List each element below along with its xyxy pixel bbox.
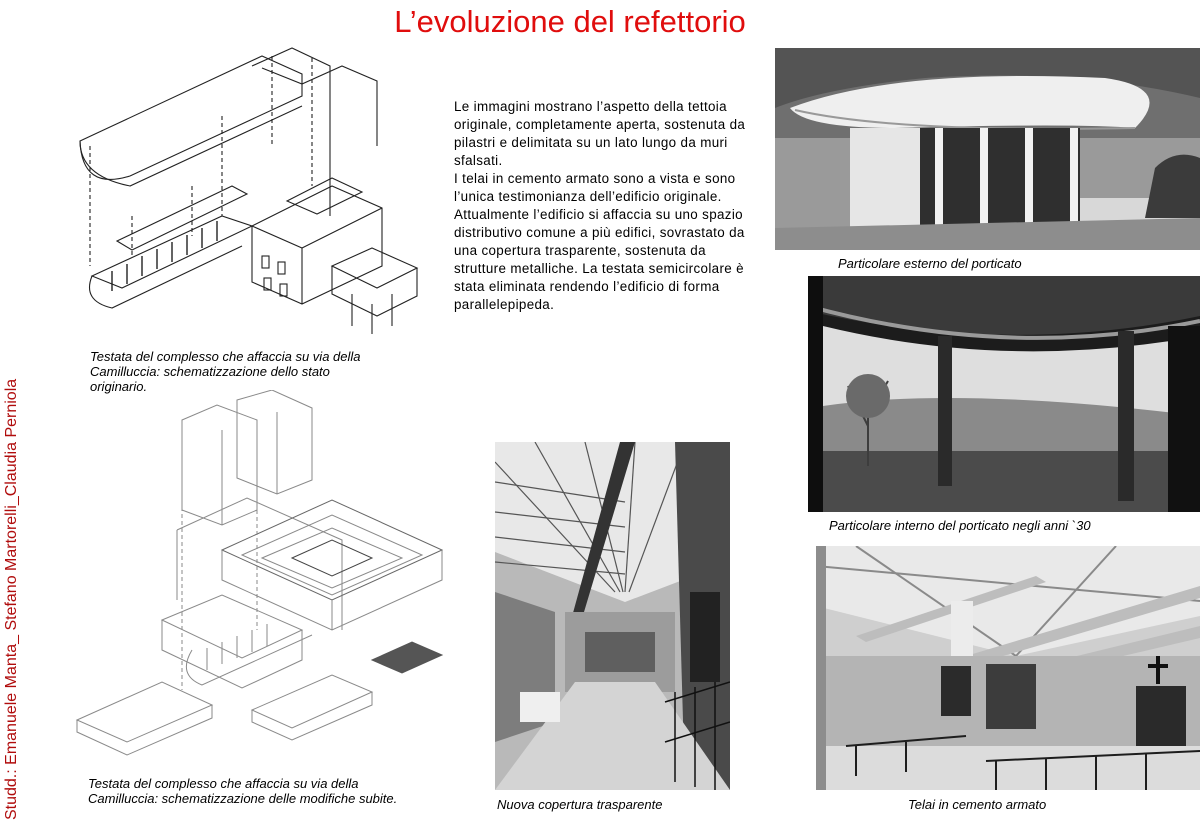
portico-interior-caption: Particolare interno del porticato negli anni `30 [829, 518, 1091, 533]
portico-interior-photo [808, 276, 1200, 512]
portico-exterior-caption: Particolare esterno del porticato [838, 256, 1022, 271]
portico-exterior-photo [775, 48, 1200, 250]
concrete-frames-photo [816, 546, 1200, 790]
axonometric-modified-drawing [72, 390, 472, 770]
new-roof-photo [495, 442, 730, 790]
axonometric-original-caption: Testata del complesso che affaccia su via della Camilluccia: schematizzazione dello stato originario. [90, 349, 361, 394]
axonometric-original-drawing [72, 26, 422, 342]
authors-credit: Studd.: Emanuele Manta_ Stefano Martorelli_Claudia Perniola [3, 378, 20, 820]
concrete-frames-caption: Telai in cemento armato [908, 797, 1047, 812]
page-title: L’evoluzione del refettorio [394, 4, 746, 39]
description-text: Le immagini mostrano l’aspetto della tettoia originale, completamente aperta, sostenuta da pilastri e delimitata su un lato lungo da muri sfalsati. I telai in cemento armato sono a vista e sono l’unica testimonianza dell’edificio originale. Attualmente l’edificio si affaccia su uno spazio distributivo comune a più edifici, sovrastato da una copertura trasparente, sostenuta da strutture metalliche. La testata semicircolare è stata eliminata rendendo l’edificio di forma parallelepipeda. [454, 99, 746, 312]
new-roof-caption: Nuova copertura trasparente [497, 797, 663, 812]
axonometric-modified-caption: Testata del complesso che affaccia su via della Camilluccia: schematizzazione delle modifiche subite. [88, 776, 398, 806]
